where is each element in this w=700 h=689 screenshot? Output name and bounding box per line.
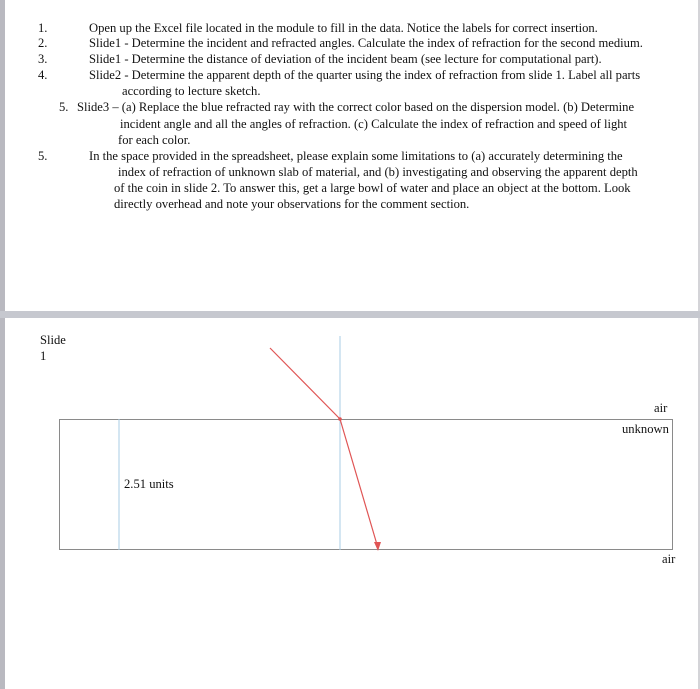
instruction-item-5a-line-3: for each color. [118, 133, 191, 147]
refracted-ray [340, 419, 378, 548]
instruction-item-5b-line-1: In the space provided in the spreadsheet, please explain some limitations to (a) accurately determining the [89, 149, 623, 163]
item-number: 2. [38, 36, 48, 50]
instruction-item-5a-line-1: Slide3 – (a) Replace the blue refracted ray with the correct color based on the dispersion model. (b) Determine [77, 100, 635, 114]
instruction-item-5b-line-3: of the coin in slide 2. To answer this, get a large bowl of water and place an object at the bottom. Look [114, 181, 631, 195]
instruction-item-5a-line-2: incident angle and all the angles of refraction. (c) Calculate the index of refraction and speed of light [120, 117, 628, 131]
label-unknown: unknown [622, 422, 669, 436]
instruction-item-5b-line-4: directly overhead and note your observations for the comment section. [114, 197, 470, 211]
instruction-item-3: Slide1 - Determine the distance of deviation of the incident beam (see lecture for computational part). [89, 52, 602, 66]
item-number: 1. [38, 21, 48, 35]
instruction-item-2: Slide1 - Determine the incident and refracted angles. Calculate the index of refraction for the second medium. [89, 36, 643, 50]
label-air-top: air [654, 401, 668, 415]
slide-title-number: 1 [40, 349, 47, 363]
label-air-bottom: air [662, 552, 676, 566]
slide-title-word: Slide [40, 333, 66, 347]
slide-1-section [0, 318, 700, 689]
incidence-point [338, 417, 342, 421]
item-number: 5. [38, 149, 48, 163]
item-number: 5. [59, 100, 69, 114]
incident-ray [270, 348, 340, 419]
item-number: 3. [38, 52, 48, 66]
refraction-diagram [0, 318, 700, 689]
item-number: 4. [38, 68, 48, 82]
refracted-ray-arrowhead [374, 542, 381, 551]
instructions-section [0, 0, 700, 311]
instruction-item-4-line-1: Slide2 - Determine the apparent depth of the quarter using the index of refraction from slide 1. Label all parts [89, 68, 641, 82]
section-divider [0, 311, 700, 318]
instruction-item-1: Open up the Excel file located in the module to fill in the data. Notice the labels for correct insertion. [89, 21, 598, 35]
instruction-item-5b-line-2: index of refraction of unknown slab of material, and (b) investigating and observing the apparent depth [118, 165, 638, 179]
instruction-item-4-line-2: according to lecture sketch. [122, 84, 261, 98]
thickness-label: 2.51 units [124, 477, 174, 491]
